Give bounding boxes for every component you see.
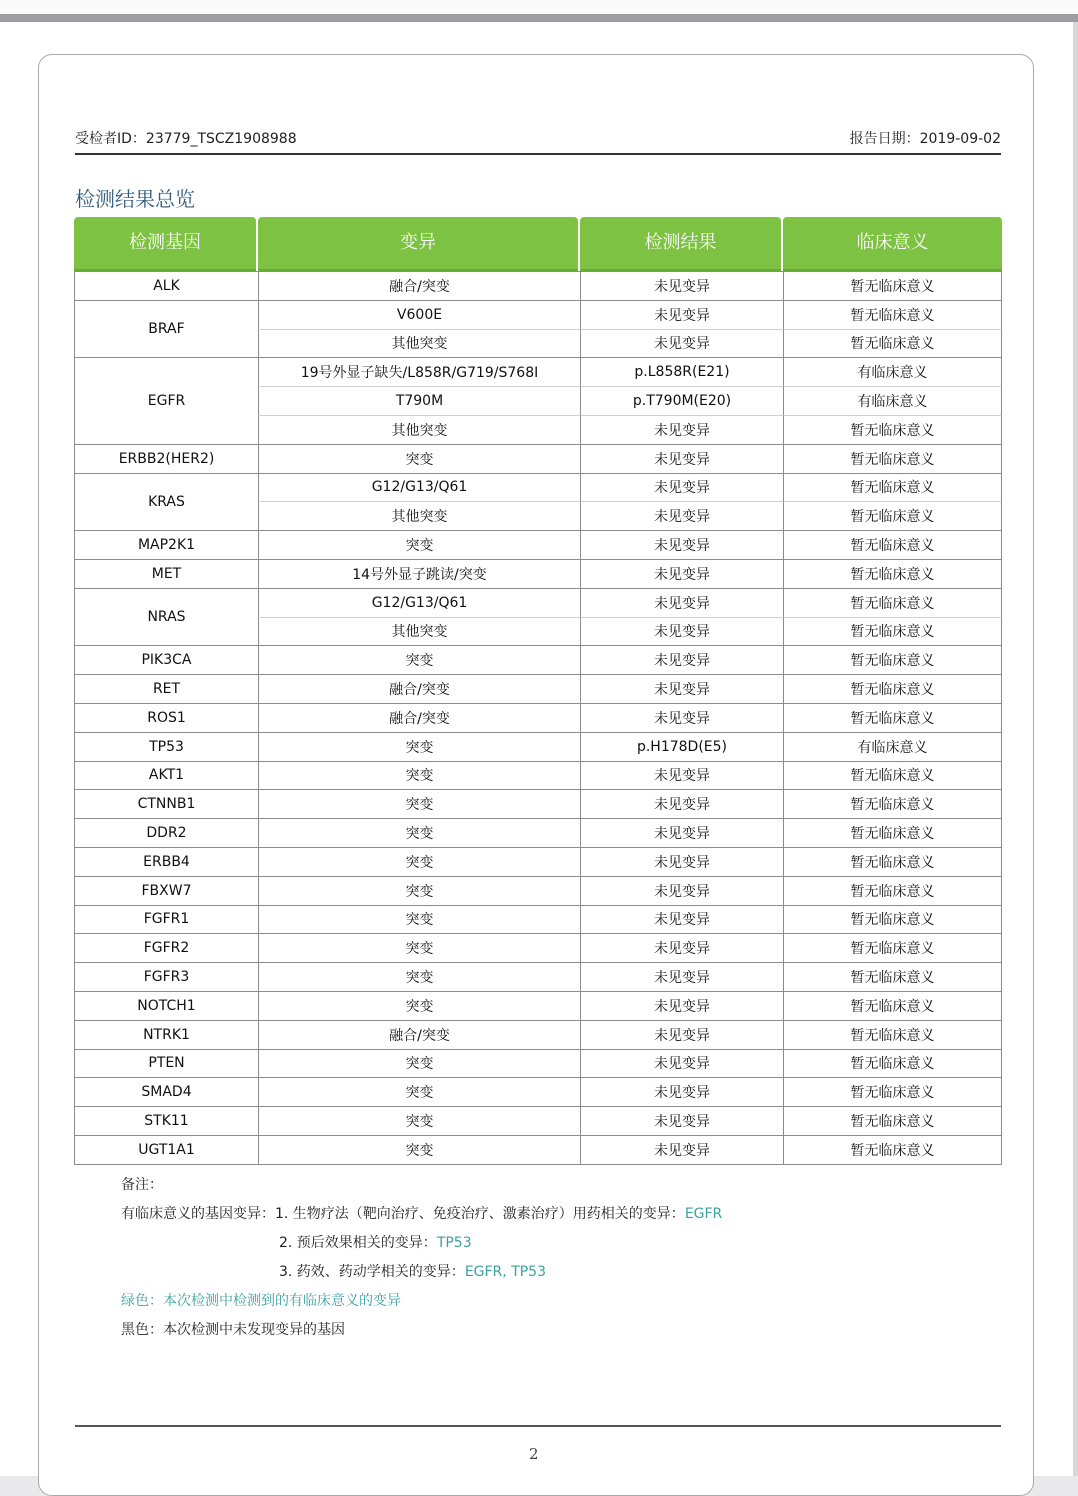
- significance-cell: 暂无临床意义: [783, 502, 1002, 531]
- variant-cell: 突变: [258, 848, 580, 877]
- result-cell: p.T790M(E20): [580, 387, 783, 416]
- significance-cell: 有临床意义: [783, 358, 1002, 387]
- table-row: [74, 1050, 1002, 1079]
- result-cell: 未见变异: [580, 1050, 783, 1079]
- result-cell: 未见变异: [580, 1136, 783, 1165]
- page-number: 2: [529, 1445, 539, 1463]
- gene-cell: ROS1: [74, 704, 258, 733]
- notes-title: 备注：: [121, 1177, 163, 1193]
- variant-cell: 突变: [258, 906, 580, 935]
- table-row: [74, 992, 1002, 1021]
- significance-cell: 暂无临床意义: [783, 992, 1002, 1021]
- result-cell: 未见变异: [580, 416, 783, 445]
- variant-cell: 19号外显子缺失/L858R/G719/S768I: [258, 358, 580, 387]
- black-legend: 黑色：本次检测中未发现变异的基因: [121, 1322, 345, 1338]
- notes-line-3: 3. 药效、药动学相关的变异：EGFR, TP53: [279, 1264, 546, 1280]
- result-cell: 未见变异: [580, 618, 783, 647]
- variant-cell: G12/G13/Q61: [258, 589, 580, 618]
- result-cell: 未见变异: [580, 445, 783, 474]
- table-row: [74, 934, 1002, 963]
- result-cell: 未见变异: [580, 271, 783, 301]
- significance-cell: 暂无临床意义: [783, 560, 1002, 589]
- footer-divider: [75, 1425, 1001, 1427]
- significance-cell: 暂无临床意义: [783, 934, 1002, 963]
- significance-cell: 有临床意义: [783, 733, 1002, 762]
- gene-cell: PTEN: [74, 1050, 258, 1079]
- variant-cell: 突变: [258, 1107, 580, 1136]
- table-row: [74, 1136, 1002, 1165]
- variant-cell: 其他突变: [258, 330, 580, 359]
- notes: [121, 1171, 722, 1345]
- table-row: [74, 1078, 1002, 1107]
- table-row: [74, 790, 1002, 819]
- variant-cell: 突变: [258, 762, 580, 791]
- significance-cell: 暂无临床意义: [783, 906, 1002, 935]
- result-cell: 未见变异: [580, 704, 783, 733]
- table-row: [74, 906, 1002, 935]
- gene-cell: ALK: [74, 271, 258, 301]
- result-cell: 未见变异: [580, 330, 783, 359]
- gene-cell: ERBB4: [74, 848, 258, 877]
- gene-cell: BRAF: [74, 301, 258, 359]
- variant-cell: 突变: [258, 646, 580, 675]
- table-row: [74, 704, 1002, 733]
- table-row: [74, 271, 1002, 301]
- significance-cell: 暂无临床意义: [783, 675, 1002, 704]
- table-row: [74, 733, 1002, 762]
- gene-cell: SMAD4: [74, 1078, 258, 1107]
- result-cell: 未见变异: [580, 790, 783, 819]
- table-row: [74, 358, 1002, 387]
- variant-cell: 突变: [258, 992, 580, 1021]
- variant-cell: 突变: [258, 531, 580, 560]
- result-cell: 未见变异: [580, 1107, 783, 1136]
- table-row: [74, 1107, 1002, 1136]
- section-title: 检测结果总览: [75, 187, 195, 211]
- table-row: [74, 301, 1002, 330]
- result-cell: 未见变异: [580, 762, 783, 791]
- variant-cell: 融合/突变: [258, 271, 580, 301]
- significance-cell: 暂无临床意义: [783, 848, 1002, 877]
- variant-cell: 突变: [258, 445, 580, 474]
- variant-cell: 其他突变: [258, 416, 580, 445]
- variant-cell: 其他突变: [258, 502, 580, 531]
- variant-cell: 突变: [258, 877, 580, 906]
- page-separator: [0, 14, 1078, 22]
- variant-cell: 突变: [258, 1078, 580, 1107]
- table-row: [74, 963, 1002, 992]
- gene-cell: NRAS: [74, 589, 258, 647]
- variant-cell: 突变: [258, 733, 580, 762]
- column-header-result: 检测结果: [580, 217, 783, 271]
- variant-cell: 突变: [258, 790, 580, 819]
- result-cell: 未见变异: [580, 560, 783, 589]
- significance-cell: 暂无临床意义: [783, 589, 1002, 618]
- variant-cell: 融合/突变: [258, 1021, 580, 1050]
- gene-cell: FGFR2: [74, 934, 258, 963]
- gene-cell: FGFR1: [74, 906, 258, 935]
- significance-cell: 暂无临床意义: [783, 330, 1002, 359]
- result-cell: 未见变异: [580, 1078, 783, 1107]
- significance-cell: 暂无临床意义: [783, 1078, 1002, 1107]
- result-cell: 未见变异: [580, 1021, 783, 1050]
- gene-cell: ERBB2(HER2): [74, 445, 258, 474]
- significance-cell: 暂无临床意义: [783, 762, 1002, 791]
- scan-edge: [1073, 22, 1078, 1476]
- gene-cell: KRAS: [74, 474, 258, 532]
- notes-line-1: 有临床意义的基因变异：1. 生物疗法（靶向治疗、免疫治疗、激素治疗）用药相关的变异：EGFR: [121, 1206, 723, 1222]
- result-cell: 未见变异: [580, 819, 783, 848]
- significance-cell: 暂无临床意义: [783, 1021, 1002, 1050]
- result-cell: 未见变异: [580, 963, 783, 992]
- significance-cell: 暂无临床意义: [783, 416, 1002, 445]
- significance-cell: 暂无临床意义: [783, 1050, 1002, 1079]
- gene-cell: DDR2: [74, 819, 258, 848]
- notes-line-2: 2. 预后效果相关的变异：TP53: [279, 1235, 472, 1251]
- variant-cell: 突变: [258, 819, 580, 848]
- gene-cell: AKT1: [74, 762, 258, 791]
- result-cell: 未见变异: [580, 992, 783, 1021]
- significance-cell: 暂无临床意义: [783, 646, 1002, 675]
- table-row: [74, 877, 1002, 906]
- significance-cell: 暂无临床意义: [783, 271, 1002, 301]
- result-cell: 未见变异: [580, 646, 783, 675]
- result-cell: 未见变异: [580, 906, 783, 935]
- significance-cell: 暂无临床意义: [783, 618, 1002, 647]
- table-row: [74, 589, 1002, 618]
- variant-cell: V600E: [258, 301, 580, 330]
- report-date: 报告日期：2019-09-02: [849, 131, 1001, 147]
- variant-cell: 突变: [258, 934, 580, 963]
- report-page: [38, 54, 1034, 1496]
- variant-cell: 14号外显子跳读/突变: [258, 560, 580, 589]
- significance-cell: 有临床意义: [783, 387, 1002, 416]
- results-table-body: [74, 271, 1002, 1165]
- significance-cell: 暂无临床意义: [783, 790, 1002, 819]
- significance-cell: 暂无临床意义: [783, 877, 1002, 906]
- results-table: [74, 217, 1002, 1165]
- result-cell: 未见变异: [580, 589, 783, 618]
- result-cell: 未见变异: [580, 301, 783, 330]
- column-header-significance: 临床意义: [783, 217, 1002, 271]
- variant-cell: 突变: [258, 963, 580, 992]
- result-cell: 未见变异: [580, 877, 783, 906]
- variant-cell: T790M: [258, 387, 580, 416]
- table-row: [74, 474, 1002, 503]
- column-header-gene: 检测基因: [74, 217, 258, 271]
- gene-cell: PIK3CA: [74, 646, 258, 675]
- variant-cell: 突变: [258, 1050, 580, 1079]
- result-cell: p.H178D(E5): [580, 733, 783, 762]
- green-legend: 绿色：本次检测中检测到的有临床意义的变异: [121, 1293, 401, 1309]
- gene-cell: EGFR: [74, 358, 258, 444]
- table-row: [74, 646, 1002, 675]
- result-cell: 未见变异: [580, 675, 783, 704]
- table-row: [74, 848, 1002, 877]
- variant-cell: 其他突变: [258, 618, 580, 647]
- result-cell: 未见变异: [580, 474, 783, 503]
- variant-cell: G12/G13/Q61: [258, 474, 580, 503]
- result-cell: 未见变异: [580, 934, 783, 963]
- significance-cell: 暂无临床意义: [783, 1136, 1002, 1165]
- column-header-variant: 变异: [258, 217, 580, 271]
- result-cell: p.L858R(E21): [580, 358, 783, 387]
- gene-cell: RET: [74, 675, 258, 704]
- gene-cell: FGFR3: [74, 963, 258, 992]
- result-cell: 未见变异: [580, 531, 783, 560]
- table-row: [74, 445, 1002, 474]
- table-row: [74, 560, 1002, 589]
- variant-cell: 融合/突变: [258, 704, 580, 733]
- table-row: [74, 1021, 1002, 1050]
- gene-cell: NOTCH1: [74, 992, 258, 1021]
- significance-cell: 暂无临床意义: [783, 445, 1002, 474]
- table-row: [74, 531, 1002, 560]
- gene-cell: MAP2K1: [74, 531, 258, 560]
- result-cell: 未见变异: [580, 848, 783, 877]
- table-row: [74, 762, 1002, 791]
- gene-cell: UGT1A1: [74, 1136, 258, 1165]
- significance-cell: 暂无临床意义: [783, 531, 1002, 560]
- gene-cell: TP53: [74, 733, 258, 762]
- significance-cell: 暂无临床意义: [783, 704, 1002, 733]
- gene-cell: CTNNB1: [74, 790, 258, 819]
- header-divider: [75, 153, 1001, 155]
- result-cell: 未见变异: [580, 502, 783, 531]
- patient-id: 受检者ID：23779_TSCZ1908988: [75, 131, 297, 147]
- significance-cell: 暂无临床意义: [783, 301, 1002, 330]
- variant-cell: 突变: [258, 1136, 580, 1165]
- gene-cell: NTRK1: [74, 1021, 258, 1050]
- significance-cell: 暂无临床意义: [783, 819, 1002, 848]
- table-row: [74, 819, 1002, 848]
- gene-cell: STK11: [74, 1107, 258, 1136]
- significance-cell: 暂无临床意义: [783, 474, 1002, 503]
- gene-cell: MET: [74, 560, 258, 589]
- previous-page-edge: [0, 0, 1078, 14]
- variant-cell: 融合/突变: [258, 675, 580, 704]
- significance-cell: 暂无临床意义: [783, 1107, 1002, 1136]
- significance-cell: 暂无临床意义: [783, 963, 1002, 992]
- table-header-row: [74, 217, 1002, 271]
- gene-cell: FBXW7: [74, 877, 258, 906]
- table-row: [74, 675, 1002, 704]
